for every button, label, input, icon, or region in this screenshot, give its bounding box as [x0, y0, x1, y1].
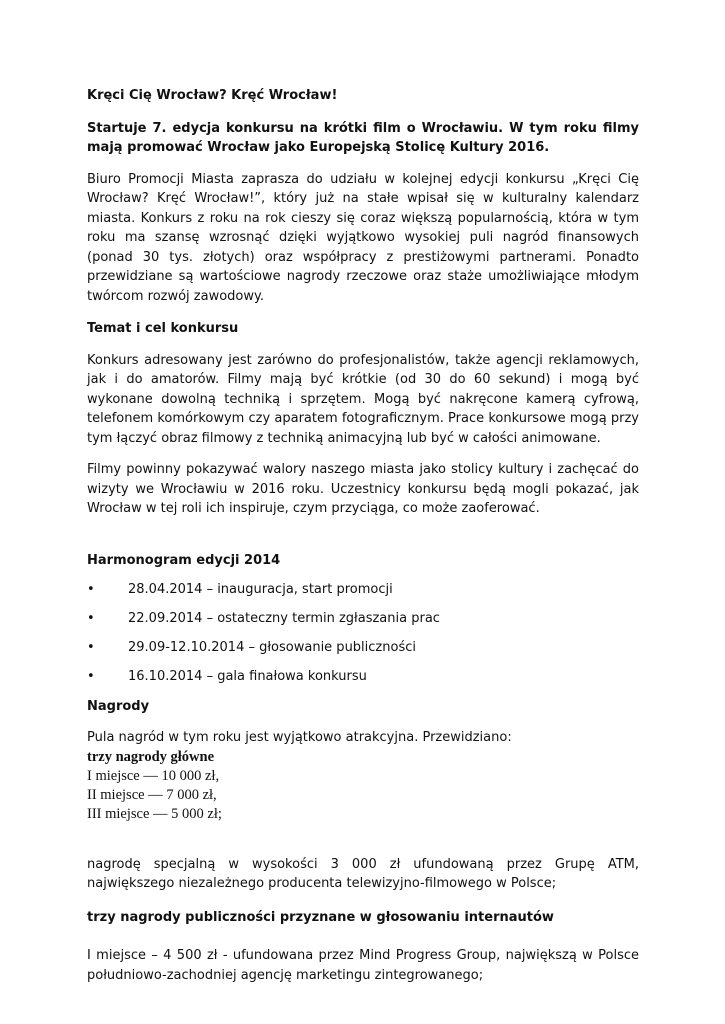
prizes-intro: Pula nagród w tym roku jest wyjątkowo atrakcyjna. Przewidziano:	[87, 730, 512, 745]
schedule-item	[87, 667, 639, 687]
main-prize-2: II miejsce — 7 000 zł,	[87, 786, 217, 803]
bullet-icon: •	[87, 611, 95, 626]
prizes-heading: Nagrody	[87, 698, 150, 714]
schedule-item	[87, 609, 639, 629]
bullet-icon: •	[87, 640, 95, 655]
schedule-heading: Harmonogram edycji 2014	[87, 552, 281, 568]
topic-heading: Temat i cel konkursu	[87, 321, 239, 336]
document-title: Kręci Cię Wrocław? Kręć Wrocław!	[87, 88, 338, 103]
topic-paragraph-2: Filmy powinny pokazywać walory naszego miasta jako stolicy kultury i zachęcać do wizyty we Wrocławiu w 2016 roku. Uczestnicy konkursu będą mogli pokazać, jak Wrocław w tej roli ich inspiruje, czym przyciąga, co może zaoferować.	[87, 462, 639, 516]
special-prize: nagrodę specjalną w wysokości 3 000 zł ufundowaną przez Grupę ATM, największego niezależnego producenta telewizyjno-filmowego w Polsce;	[87, 856, 639, 891]
public-prizes-heading: trzy nagrody publiczności przyznane w głosowaniu internautów	[87, 909, 554, 925]
schedule-item-text: 28.04.2014 – inauguracja, start promocji	[128, 582, 393, 597]
topic-paragraph-1: Konkurs adresowany jest zarówno do profesjonalistów, także agencji reklamowych, jak i do amatorów. Filmy mają być krótkie (od 30 do 60 sekund) i mogą być wykonane dowolną techniką i sprzętem. Mogą być nakręcone kamerą cyfrową, telefonem komórkowym czy aparatem fotograficznym. Prace konkursowe mogą przy tym łączyć obraz filmowy z techniką animacyjną lub być w całości animowane.	[87, 352, 639, 446]
lead-paragraph: Startuje 7. edycja konkursu na krótki film o Wrocławiu. W tym roku filmy mają promować Wrocław jako Europejską Stolicę Kultury 2016.	[87, 120, 639, 155]
main-prize-1: I miejsce — 10 000 zł,	[87, 767, 220, 784]
schedule-item	[87, 638, 639, 658]
document-page	[87, 86, 639, 985]
schedule-item-text: 22.09.2014 – ostateczny termin zgłaszania prac	[128, 611, 440, 626]
bullet-icon: •	[87, 669, 95, 684]
intro-paragraph: Biuro Promocji Miasta zaprasza do udziału w kolejnej edycji konkursu „Kręci Cię Wrocław? Kręć Wrocław!”, który już na stałe wpisał się w kulturalny kalendarz miasta. Konkurs z roku na rok cieszy się coraz większą popularnością, która w tym roku ma szansę wzrosnąć dzięki wyjątkowo wysokiej puli nagród finansowych (ponad 30 tys. złotych) oraz współpracy z prestiżowymi partnerami. Ponadto przewidziane są wartościowe nagrody rzeczowe oraz staże umożliwiające młodym twórcom rozwój zawodowy.	[87, 171, 639, 304]
main-prizes-heading: trzy nagrody główne	[87, 748, 215, 765]
schedule-list	[87, 580, 639, 687]
schedule-item	[87, 580, 639, 600]
public-prize-1: I miejsce – 4 500 zł - ufundowana przez Mind Progress Group, największą w Polsce południowo-zachodniej agencję marketingu zintegrowanego;	[87, 948, 639, 983]
schedule-item-text: 16.10.2014 – gala finałowa konkursu	[128, 669, 367, 684]
schedule-item-text: 29.09-12.10.2014 – głosowanie publiczności	[128, 640, 416, 655]
bullet-icon: •	[87, 582, 95, 597]
main-prize-3: III miejsce — 5 000 zł;	[87, 805, 222, 822]
